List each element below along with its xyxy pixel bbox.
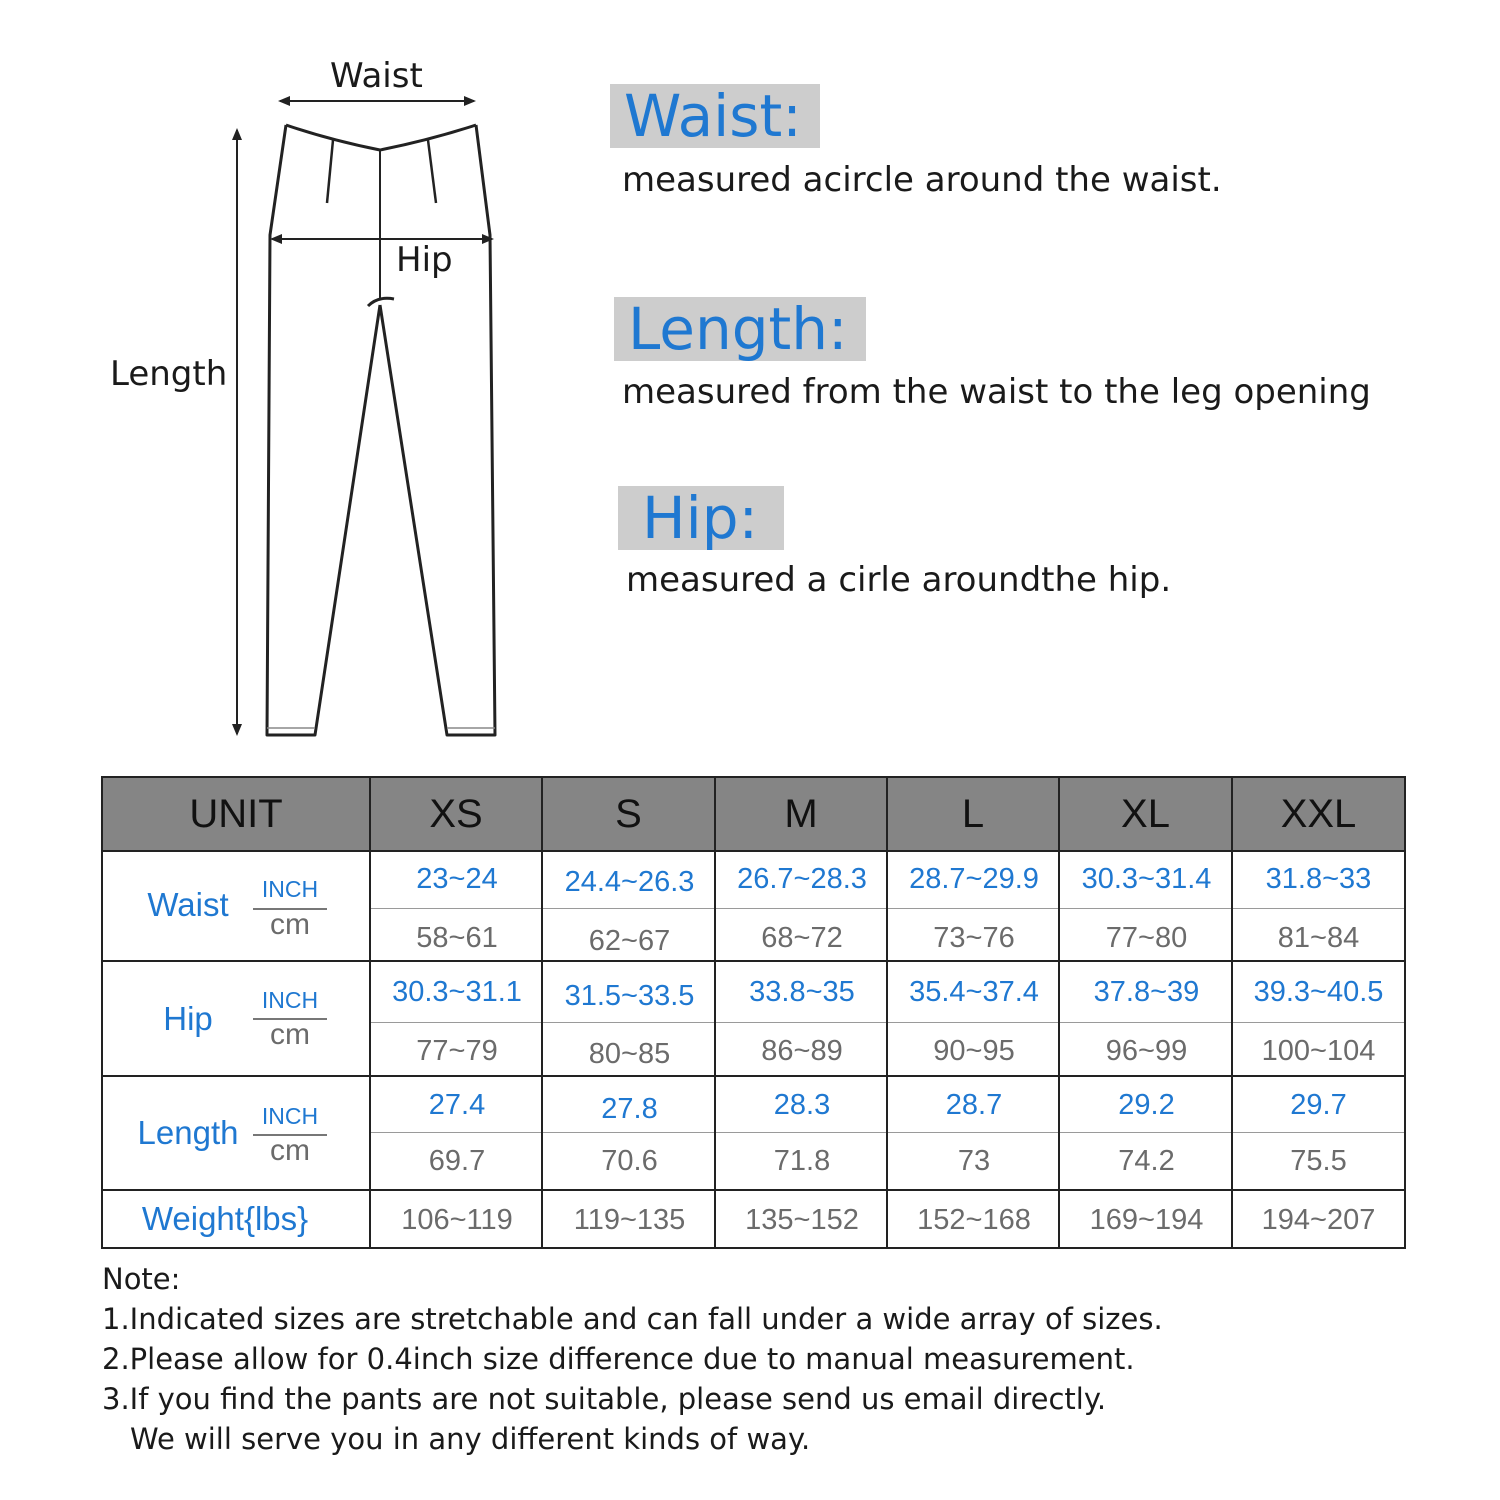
unit-label-cm: cm [270, 908, 310, 941]
note-line-1: 1.Indicated sizes are stretchable and can fall under a wide array of sizes. [102, 1302, 1163, 1336]
size-header-xl: XL [1060, 778, 1233, 850]
waist-cm-xxl: 81~84 [1277, 921, 1360, 954]
row-label-weight: Weight{lbs} [141, 1200, 309, 1237]
waist-diagram-label: Waist [330, 56, 423, 96]
length-cm-m: 71.8 [773, 1144, 831, 1177]
hip-inch-l: 35.4~37.4 [909, 975, 1039, 1008]
size-header-xs: XS [371, 778, 543, 850]
waist-inch-s: 24.4~26.3 [564, 865, 695, 898]
size-header-s: S [543, 778, 716, 850]
unit-header: UNIT [103, 778, 371, 850]
length-inch-xxl: 29.7 [1290, 1088, 1347, 1121]
pants-outline-illustration [0, 0, 560, 760]
weight-s: 119~135 [573, 1203, 686, 1236]
waist-cm-xl: 77~80 [1105, 921, 1188, 954]
hip-inch-s: 31.5~33.5 [564, 979, 695, 1012]
hip-cm-xl: 96~99 [1105, 1034, 1188, 1067]
size-header-xxl: XXL [1233, 778, 1404, 850]
hip-definition-text: measured a cirle aroundthe hip. [626, 560, 1172, 600]
hip-diagram-label: Hip [396, 240, 453, 280]
weight-xl: 169~194 [1089, 1203, 1204, 1236]
waist-cm-l: 73~76 [933, 921, 1015, 954]
weight-l: 152~168 [917, 1203, 1031, 1236]
pants-diagram [0, 0, 560, 760]
hip-inch-xs: 30.3~31.1 [392, 975, 522, 1008]
hip-inch-xxl: 39.3~40.5 [1253, 975, 1384, 1008]
waist-cm-s: 62~67 [588, 924, 671, 957]
waist-inch-m: 26.7~28.3 [737, 862, 867, 895]
length-cm-xs: 69.7 [428, 1144, 486, 1177]
waist-inch-xs: 23~24 [416, 862, 498, 895]
unit-label-inch: INCH [253, 982, 327, 1020]
length-inch-l: 28.7 [945, 1088, 1003, 1121]
hip-cm-m: 86~89 [761, 1034, 843, 1067]
length-cm-s: 70.6 [601, 1144, 658, 1177]
length-inch-xl: 29.2 [1118, 1088, 1175, 1121]
weight-xxl: 194~207 [1261, 1203, 1376, 1236]
length-diagram-label: Length [110, 354, 228, 394]
waist-inch-l: 28.7~29.9 [909, 862, 1039, 895]
waist-inch-xxl: 31.8~33 [1265, 862, 1372, 895]
length-definition-title: Length: [614, 297, 866, 361]
unit-label-inch: INCH [253, 1098, 327, 1136]
note-line-4: We will serve you in any different kinds of way. [130, 1422, 811, 1456]
waist-definition-title: Waist: [610, 84, 820, 148]
size-header-m: M [716, 778, 888, 850]
length-inch-s: 27.8 [601, 1092, 658, 1125]
size-header-l: L [888, 778, 1060, 850]
length-cm-xxl: 75.5 [1290, 1144, 1347, 1177]
row-label-waist: Waist [147, 886, 229, 923]
row-label-length: Length [137, 1114, 239, 1151]
waist-definition-text: measured acircle around the waist. [622, 160, 1222, 200]
notes-heading: Note: [102, 1262, 181, 1296]
weight-m: 135~152 [745, 1203, 859, 1236]
unit-label-inch: INCH [253, 870, 327, 910]
hip-cm-xs: 77~79 [416, 1034, 498, 1067]
hip-cm-s: 80~85 [588, 1037, 671, 1070]
length-inch-m: 28.3 [773, 1088, 831, 1121]
unit-label-cm: cm [270, 1134, 310, 1167]
length-inch-xs: 27.4 [428, 1088, 486, 1121]
size-chart-table [101, 776, 1406, 1249]
weight-xs: 106~119 [401, 1203, 513, 1236]
unit-label-cm: cm [270, 1018, 310, 1051]
hip-inch-xl: 37.8~39 [1093, 975, 1200, 1008]
hip-cm-l: 90~95 [933, 1034, 1015, 1067]
hip-inch-m: 33.8~35 [749, 975, 855, 1008]
length-cm-xl: 74.2 [1118, 1144, 1175, 1177]
hip-definition-title: Hip: [618, 486, 784, 550]
hip-cm-xxl: 100~104 [1261, 1034, 1376, 1067]
length-cm-l: 73 [957, 1144, 991, 1177]
waist-inch-xl: 30.3~31.4 [1081, 862, 1212, 895]
row-label-hip: Hip [163, 999, 213, 1037]
waist-cm-m: 68~72 [761, 921, 843, 954]
waist-cm-xs: 58~61 [416, 921, 498, 954]
note-line-2: 2.Please allow for 0.4inch size difference due to manual measurement. [102, 1342, 1135, 1376]
note-line-3: 3.If you find the pants are not suitable, please send us email directly. [102, 1382, 1107, 1416]
length-definition-text: measured from the waist to the leg opening [622, 372, 1371, 412]
